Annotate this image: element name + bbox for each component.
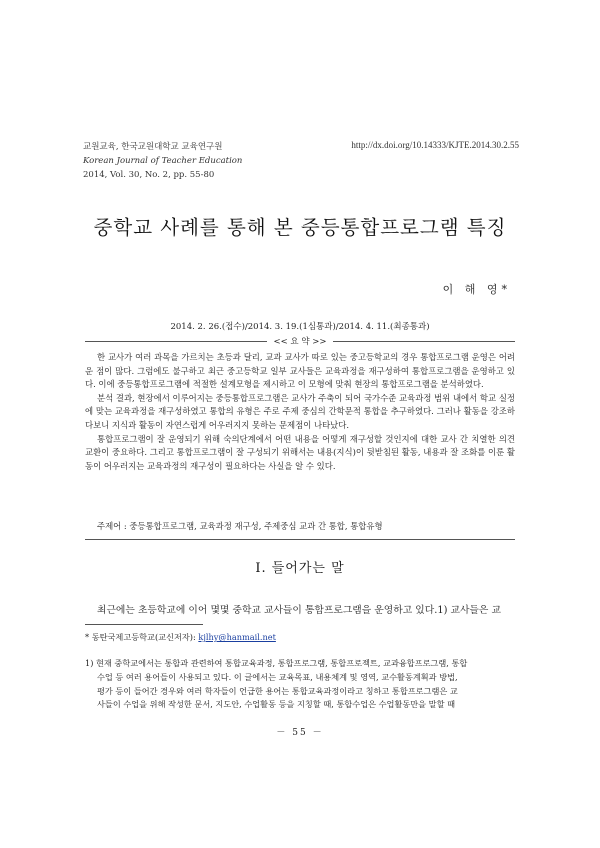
keywords: 주제어 : 중등통합프로그램, 교육과정 재구성, 주제중심 교과 간 통합, 통합유형 xyxy=(97,521,383,531)
abstract-label-text: << 요 약 >> xyxy=(267,337,332,347)
publisher-text: 교원교육, 한국교원대학교 교육연구원 xyxy=(83,142,223,152)
footnote-rule xyxy=(85,624,203,625)
abstract-bottom-rule xyxy=(85,539,515,540)
footnote-line: 평가 등이 들어간 경우와 여러 학자들이 언급한 용어는 통합교육과정이라고 칭하고 통합프로그램은 교 xyxy=(97,685,458,696)
submission-dates: 2014. 2. 26.(접수)/2014. 3. 19.(1심통과)/2014. 4. 11.(최종통과) xyxy=(170,322,430,332)
author-footnote xyxy=(85,632,276,643)
author-email-link[interactable]: kjlhy@hanmail.net xyxy=(198,632,276,642)
abstract-body xyxy=(85,351,515,473)
footnote-line: 1) 현재 중학교에서는 통합과 관련하여 통합교육과정, 통합프로그램, 통합프로젝트, 교과융합프로그램, 통합 xyxy=(85,658,468,668)
section-heading: Ⅰ. 들어가는 말 xyxy=(255,561,345,576)
footnote-line: 수업 등 여러 용어들이 사용되고 있다. 이 글에서는 교육목표, 내용체계 및 영역, 교수활동계획과 방법, xyxy=(97,671,458,682)
footnote-1 xyxy=(85,657,515,712)
volume-info: 2014, Vol. 30, No. 2, pp. 55-80 xyxy=(83,170,215,180)
author-affiliation: * 동탄국제고등학교(교신저자): xyxy=(85,632,199,642)
journal-name: Korean Journal of Teacher Education xyxy=(83,156,243,166)
paper-title: 중학교 사례를 통해 본 중등통합프로그램 특징 xyxy=(93,216,507,239)
body-paragraph: 최근에는 초등학교에 이어 몇몇 중학교 교사들이 통합프로그램을 운영하고 있다.1) 교사들은 교 xyxy=(97,605,501,616)
footnote-line: 사들이 수업을 위해 작성한 문서, 지도안, 수업활동 등을 지칭할 때, 통합수업은 수업활동만을 말할 때 xyxy=(97,699,456,710)
author-name: 이 해 영* xyxy=(442,283,511,296)
abstract-paragraph: 통합프로그램이 잘 운영되기 위해 숙의단계에서 어떤 내용을 어떻게 재구성할 것인지에 대한 교사 간 치열한 의견 교환이 중요하다. 그리고 통합프로그램이 잘 구성되기 위해서는 내용(지식)이 뒷받침된 활동, 내용과 잘 조화를 이룬 활동이 어우러지는 교육과정의 재구성이 필요하다는 사실을 알 수 있다. xyxy=(85,433,515,471)
abstract-paragraph: 한 교사가 여러 과목을 가르치는 초등과 달리, 교과 교사가 따로 있는 중고등학교의 경우 통합프로그램 운영은 어려운 점이 많다. 그럼에도 불구하고 최근 중고등학교 일부 교사들은 교육과정을 재구성하여 통합프로그램을 운영하고 있다. 이에 중등통합프로그램에 적절한 설계모형을 제시하고 이 모형에 맞춰 현장의 통합프로그램을 분석하였다. xyxy=(85,352,515,390)
abstract-label xyxy=(0,335,600,347)
abstract-paragraph: 분석 결과, 현장에서 이루어지는 중등통합프로그램은 교사가 주축이 되어 국가수준 교육과정 범위 내에서 학교 실정에 맞는 교육과정을 재구성하였고 통합의 유형은 주로 주제 중심의 간학문적 통합을 추구하였다. 그러나 활동을 강조하다보니 지식과 활동이 자연스럽게 어우러지지 못하는 문제점이 나타났다. xyxy=(85,392,515,430)
page-number: － 55 － xyxy=(276,728,324,738)
doi-link[interactable]: http://dx.doi.org/10.14333/KJTE.2014.30.2.55 xyxy=(351,140,519,150)
